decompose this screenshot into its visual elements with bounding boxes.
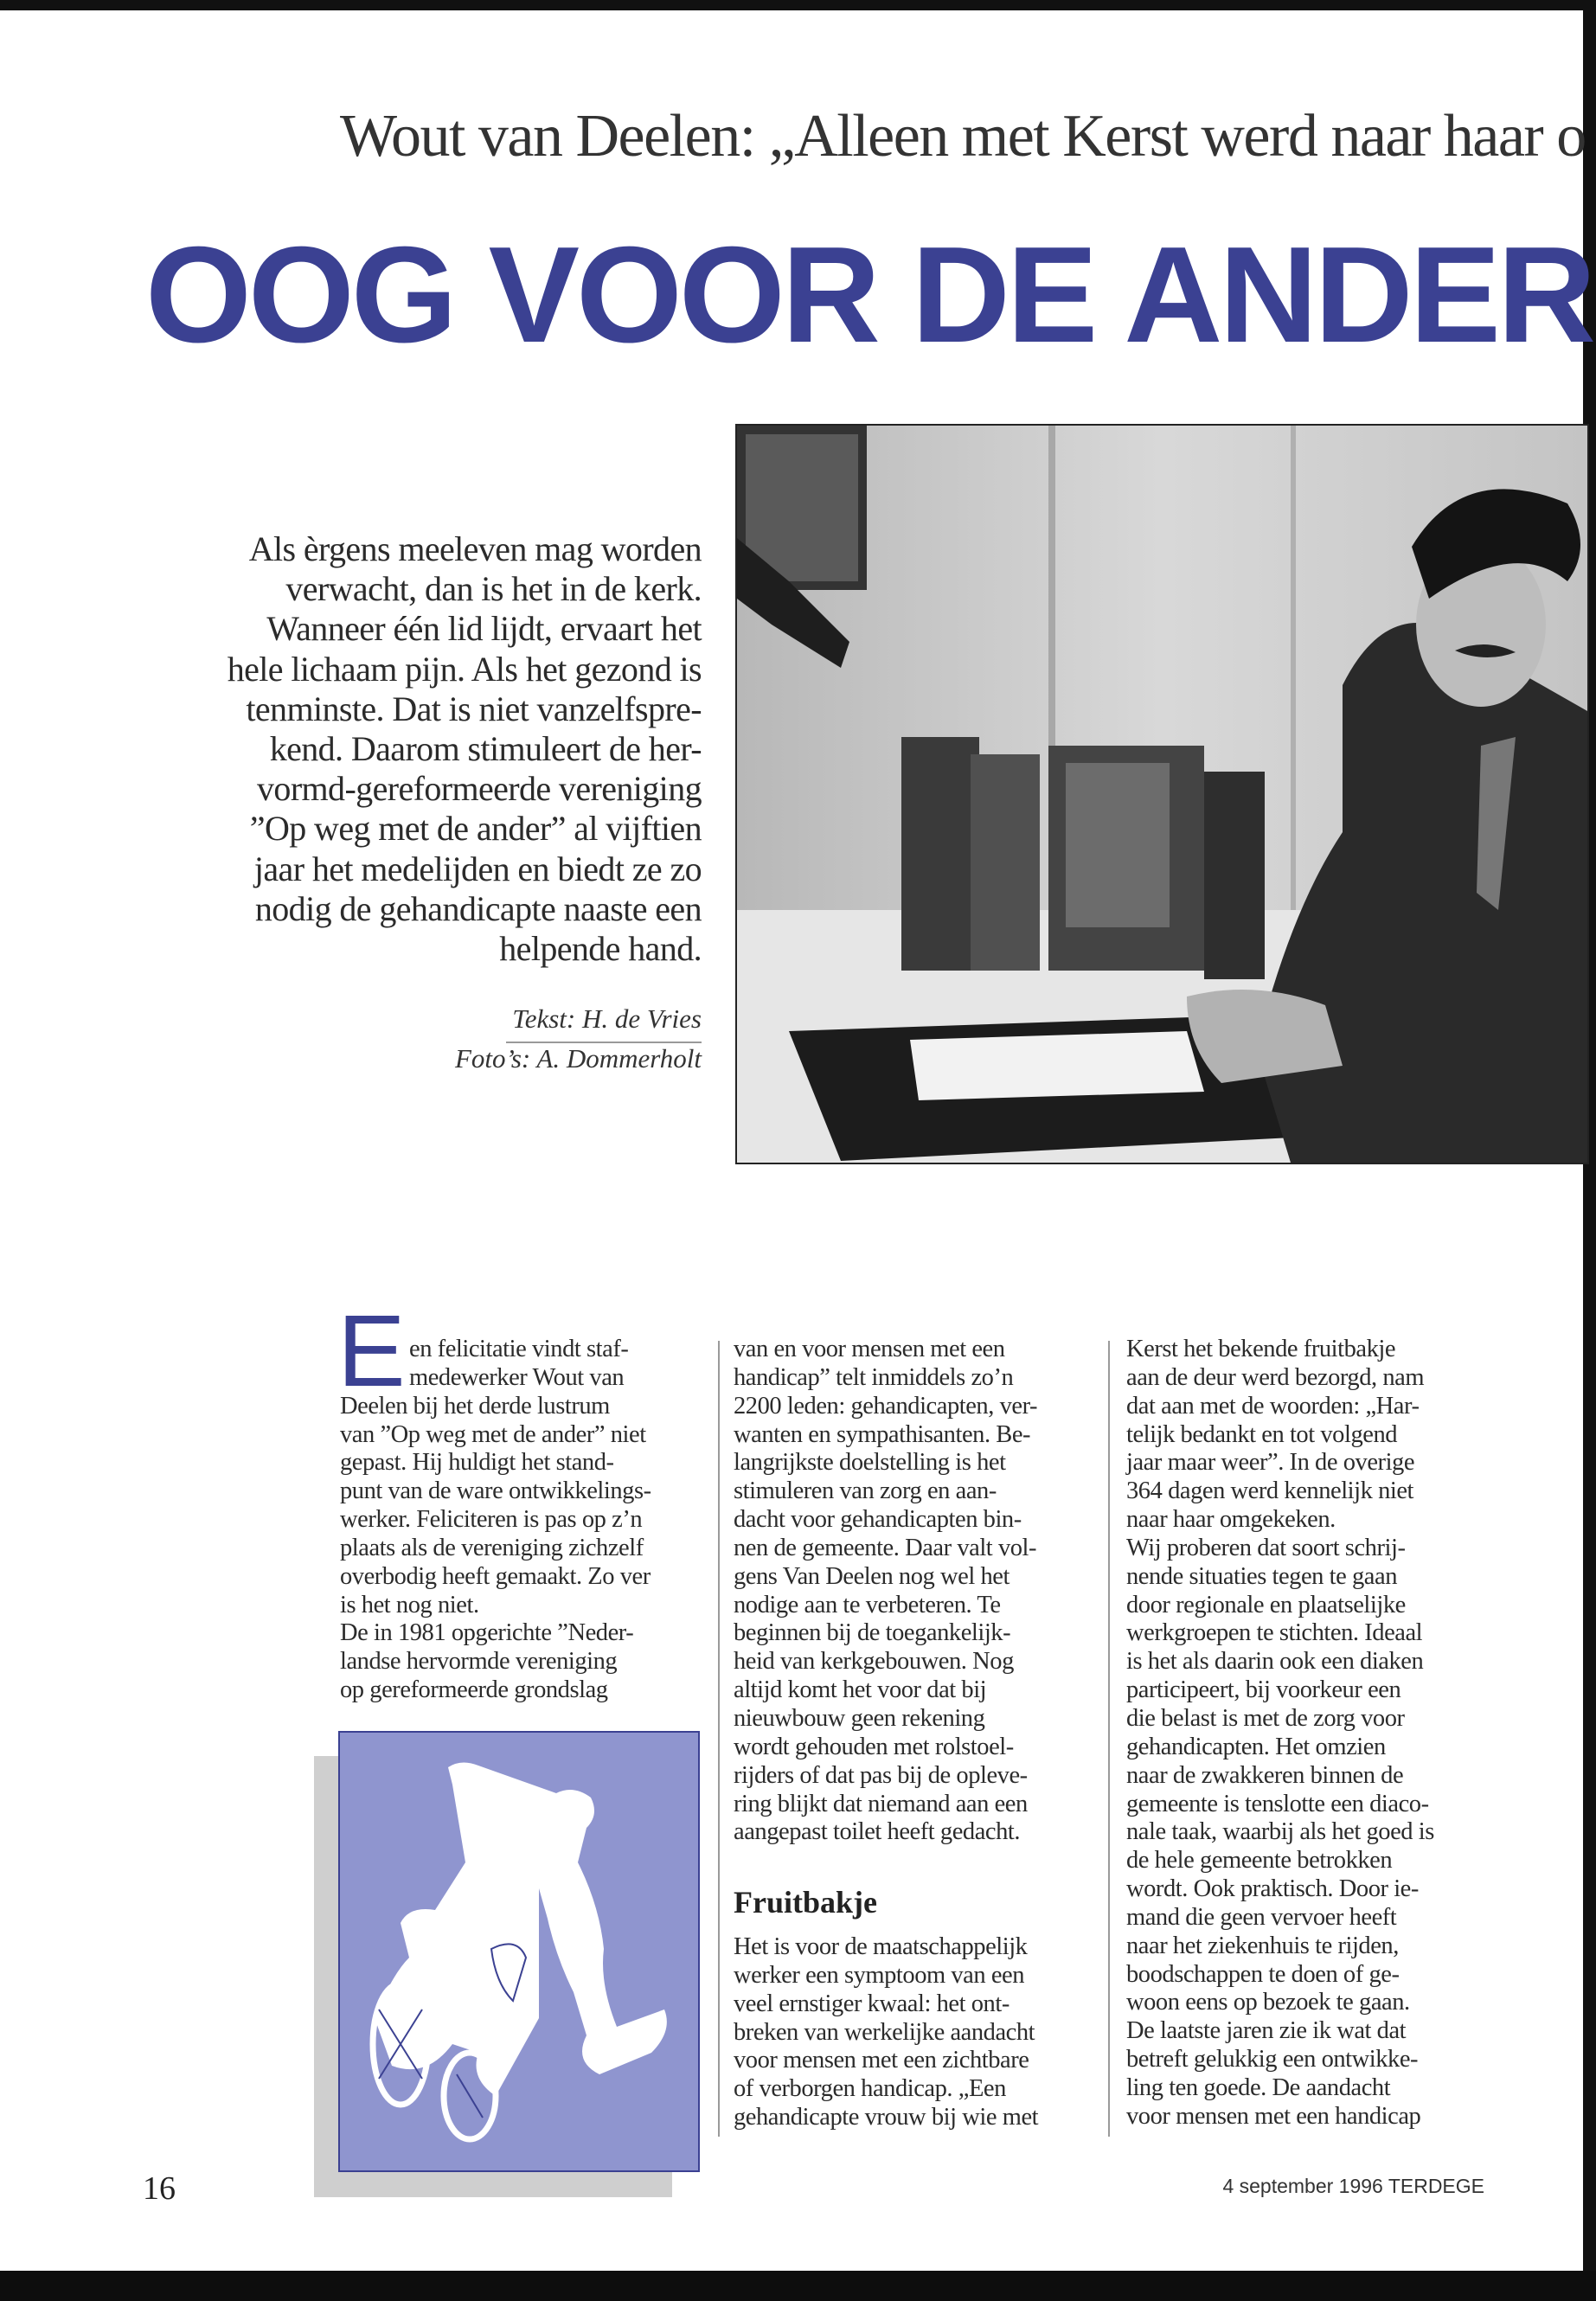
text-line: kend. Daarom stimuleert de her- — [269, 729, 702, 769]
text-line: breken van werkelijke aandacht — [734, 2018, 1035, 2046]
article-kicker: Wout van Deelen: „Alleen met Kerst werd naar haar o — [340, 103, 1586, 170]
article-headline: OOG VOOR DE ANDER — [145, 219, 1593, 371]
text-line: jaar maar weer”. In de overige — [1126, 1449, 1415, 1477]
drop-cap: E — [337, 1294, 406, 1408]
text-line: jaar het medelijden en biedt ze zo — [253, 849, 702, 888]
text-line: of verborgen handicap. „Een — [734, 2075, 1006, 2103]
text-line: Kerst het bekende fruitbakje — [1126, 1336, 1396, 1362]
text-line: ring blijkt dat niemand aan een — [734, 1790, 1028, 1817]
portrait-photo-image — [737, 426, 1587, 1163]
text-line: werkgroepen te stichten. Ideaal — [1126, 1619, 1423, 1647]
text-line: naar haar omgekeken. — [1126, 1506, 1336, 1534]
section-subheading: Fruitbakje — [734, 1885, 877, 1920]
text-line: gehandicapten. Het omzien — [1126, 1733, 1386, 1760]
page-number: 16 — [143, 2170, 176, 2207]
text-line: werker een symptoom van een — [734, 1961, 1025, 1989]
text-line: nieuwbouw geen rekening — [734, 1704, 985, 1732]
text-line: van ”Op weg met de ander” niet — [340, 1420, 646, 1448]
text-line: gepast. Hij huldigt het stand- — [340, 1449, 614, 1477]
text-line: overbodig heeft gemaakt. Zo ver — [340, 1562, 651, 1590]
text-line: De in 1981 opgerichte ”Neder- — [340, 1619, 634, 1647]
text-line: woon eens op bezoek te gaan. — [1126, 1989, 1410, 2016]
text-line: beginnen bij de toegankelijk- — [734, 1619, 1011, 1647]
text-line: aangepast toilet heeft gedacht. — [734, 1818, 1021, 1846]
text-line: betreft gelukkig een ontwikke- — [1126, 2046, 1419, 2073]
body-column-2-continued — [734, 1933, 1097, 2132]
text-line: werker. Feliciteren is pas op z’n — [340, 1506, 643, 1534]
text-line: hele lichaam pijn. Als het gezond is — [227, 649, 702, 689]
text-line: nale taak, waarbij als het goed is — [1126, 1818, 1434, 1846]
text-line: 364 dagen werd kennelijk niet — [1126, 1477, 1414, 1505]
text-line: mand die geen vervoer heeft — [1126, 1903, 1397, 1931]
text-line: voor mensen met een zichtbare — [734, 2047, 1029, 2074]
text-line: voor mensen met een handicap — [1126, 2102, 1421, 2130]
text-line: dacht voor gehandicapten bin- — [734, 1506, 1022, 1534]
page-top-border — [0, 0, 1596, 10]
column-divider — [1108, 1341, 1110, 2137]
text-line: aan de deur werd bezorgd, nam — [1126, 1363, 1425, 1391]
text-line: naar het ziekenhuis te rijden, — [1126, 1932, 1399, 1959]
text-line: vormd-gereformeerde vereniging — [257, 769, 702, 809]
text-line: is het nog niet. — [340, 1591, 479, 1618]
author-credit: Tekst: H. de Vries — [512, 1003, 702, 1034]
column-divider — [718, 1341, 720, 2137]
text-line: Wij proberen dat soort schrij- — [1126, 1534, 1406, 1561]
text-line: gemeente is tenslotte een diaco- — [1126, 1790, 1429, 1817]
text-line: stimuleren van zorg en aan- — [734, 1477, 997, 1505]
text-line: verwacht, dan is het in de kerk. — [285, 569, 702, 609]
text-line: gehandicapte vrouw bij wie met — [734, 2104, 1039, 2131]
page-bottom-edge — [0, 2271, 1596, 2301]
text-line: De laatste jaren zie ik wat dat — [1126, 2017, 1407, 2045]
text-line: nen de gemeente. Daar valt vol- — [734, 1534, 1037, 1561]
text-line: gens Van Deelen nog wel het — [734, 1562, 1010, 1590]
text-line: langrijkste doelstelling is het — [734, 1449, 1006, 1477]
text-line: dat aan met de woorden: „Har- — [1126, 1392, 1420, 1420]
text-line: wanten en sympathisanten. Be- — [734, 1420, 1031, 1448]
text-line: tenminste. Dat is niet vanzelfspre- — [246, 689, 702, 728]
text-line: wordt. Ook praktisch. Door ie- — [1126, 1875, 1419, 1903]
text-line: nende situaties tegen te gaan — [1126, 1562, 1397, 1590]
wheelchair-illustration — [338, 1731, 700, 2172]
text-line: door regionale en plaatselijke — [1126, 1591, 1406, 1618]
text-line: Wanneer één lid lijdt, ervaart het — [266, 609, 702, 649]
text-line: ”Op weg met de ander” al vijftien — [249, 809, 702, 849]
article-intro — [138, 529, 702, 969]
text-line: wordt gehouden met rolstoel- — [734, 1733, 1014, 1760]
wheelchair-silhouette-icon — [340, 1733, 698, 2170]
text-line: is het als daarin ook een diaken — [1126, 1648, 1424, 1676]
text-line: handicap” telt inmiddels zo’n — [734, 1363, 1014, 1391]
text-line: ling ten goede. De aandacht — [1126, 2073, 1391, 2101]
text-line: helpende hand. — [499, 929, 702, 969]
text-line: boodschappen te doen of ge- — [1126, 1960, 1400, 1988]
text-line: rijders of dat pas bij de opleve- — [734, 1761, 1028, 1789]
text-line: Als èrgens meeleven mag worden — [248, 529, 702, 568]
text-line: die belast is met de zorg voor — [1126, 1704, 1405, 1732]
text-line: veel ernstiger kwaal: het ont- — [734, 1990, 1010, 2017]
text-line: landse hervormde vereniging — [340, 1648, 618, 1676]
text-line: participeert, bij voorkeur een — [1126, 1676, 1401, 1704]
text-line: van en voor mensen met een — [734, 1336, 1005, 1362]
text-line: nodige aan te verbeteren. Te — [734, 1591, 1001, 1618]
text-line: de hele gemeente betrokken — [1126, 1847, 1393, 1875]
text-line: altijd komt het voor dat bij — [734, 1676, 987, 1704]
issue-footer: 4 september 1996 TERDEGE — [1222, 2175, 1484, 2197]
text-line: Deelen bij het derde lustrum — [340, 1392, 610, 1420]
body-column-1 — [340, 1336, 703, 1705]
text-line: punt van de ware ontwikkelings- — [340, 1477, 651, 1505]
text-line: op gereformeerde grondslag — [340, 1676, 608, 1704]
text-line: plaats als de vereniging zichzelf — [340, 1534, 644, 1561]
body-column-3 — [1126, 1336, 1490, 2131]
text-line: medewerker Wout van — [409, 1363, 625, 1391]
portrait-photo — [735, 424, 1589, 1164]
text-line: 2200 leden: gehandicapten, ver- — [734, 1392, 1038, 1420]
body-column-2 — [734, 1336, 1097, 1847]
photo-credit: Foto’s: A. Dommerholt — [454, 1043, 702, 1074]
text-line: en felicitatie vindt staf- — [409, 1336, 629, 1362]
text-line: Het is voor de maatschappelijk — [734, 1933, 1028, 1960]
text-line: heid van kerkgebouwen. Nog — [734, 1648, 1014, 1676]
text-line: telijk bedankt en tot volgend — [1126, 1420, 1398, 1448]
text-line: nodig de gehandicapte naaste een — [254, 888, 702, 928]
text-line: naar de zwakkeren binnen de — [1126, 1761, 1404, 1789]
